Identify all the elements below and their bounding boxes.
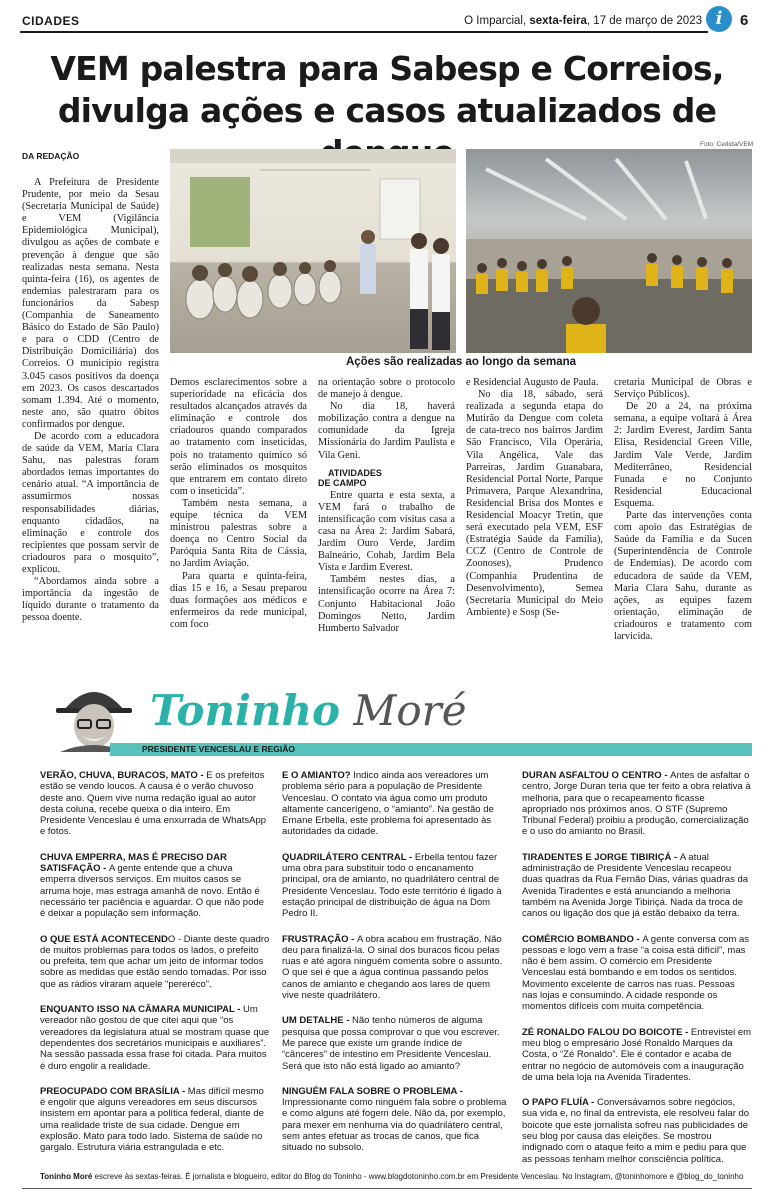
paragraph: Também nestes dias, a intensificação ocorre na Área 7: Conjunto Habitacional João Domingos Netto, Jardim Humberto Salvador xyxy=(318,574,455,634)
note-head: CHUVA EMPERRA, MAS É PRECISO DAR SATISFAÇÃO - xyxy=(40,851,227,875)
photo-warehouse-meeting xyxy=(466,149,752,353)
paragraph: No dia 18, sábado, será realizada a segunda etapa do Mutirão da Dengue com coleta de cata-treco nos bairros Jardim São Francisco, Vila Operária, Vila Angélica, Vale das Parreiras, Jardim Guanabara, Residencial Portal Norte, Parque Primavera, Parque Alexandrina, Residencial Brisa dos Montes e Residencial Moacyr Tretin, que será executado pela VEM, ESF (Estratégia Saúde da Família), CCZ (Centro de Controle de Zoonoses), Prudenco (Companhia Prudentina de Desenvolvimento), Semea (Secretaria Municipal do Meio Ambiente) e Sosp (Se- xyxy=(466,389,603,618)
note-item xyxy=(522,934,752,1013)
note-item xyxy=(40,852,270,920)
note-head: PREOCUPADO COM BRASÍLIA - xyxy=(40,1085,188,1097)
article-column-1 xyxy=(22,177,159,624)
photo-caption: Ações são realizadas ao longo da semana xyxy=(345,356,577,368)
note-text: Um vereador não gostou de que citei aqui que “os vereadores da legislatura atual se mostram quase que dependentes dos secretários municipais e auxiliares”. Na sessão passada essa frase foi citada. Para muitos é duro engolir a realidade. xyxy=(40,1004,270,1072)
note-head: O PAPO FLUÍA - xyxy=(522,1097,597,1109)
note-text: A gente entende que a chuva emperra diversos serviços. Em muitos casos se arruma hoje, mas estraga amanhã de novo. Então é necessário ter paciência e aguardar. O que não pode é deixar a população sem informação. xyxy=(40,863,264,920)
note-item xyxy=(40,1004,270,1072)
note-text: Mas difícil mesmo é engolir que alguns vereadores em seus discursos insistem em apontar para a política federal, diante de uma realidade triste de sua cidade. Dengue em explosão. Mato para todo lado. Sistema de saúde no gargalo. Estrutura viária estrangulada e etc. xyxy=(40,1085,264,1154)
note-head: FRUSTRAÇÃO - xyxy=(282,933,357,945)
paragraph: Entre quarta e esta sexta, a VEM fará o trabalho de intensificação com visitas casa a casa na Área 2: Jardim Sabará, Jardim Ouro Verde, Jardim Balneário, Cohab, Jardim Bela Vista e Jardim Everest. xyxy=(318,489,455,574)
note-head: UM DETALHE - xyxy=(282,1015,353,1027)
paragraph: Demos esclarecimentos sobre a superioridade na eficácia dos resultados alcançados através da eliminação e controle dos criadouros quando comparados ao tratamento com inseticidas, pois no tratamento químico só serão eliminados os mosquitos que entrarem em contato direto com o inseticida”. xyxy=(170,377,307,497)
note-item xyxy=(282,770,508,838)
subheading xyxy=(318,468,455,488)
note-text: E os prefeitos estão se vendo loucos. A causa é o verão chuvoso deste ano. Quem vive numa redação igual ao autor desta coluna, recebe queixa o dia inteiro. Em Presidente Venceslau é uma enxurrada de WhatsApp e fotos. xyxy=(40,770,267,838)
note-head: TIRADENTES E JORGE TIBIRIÇÁ - xyxy=(522,851,680,863)
note-item xyxy=(282,852,508,920)
footer-rule xyxy=(22,1188,752,1189)
note-head: NINGUÉM FALA SOBRE O PROBLEMA - xyxy=(282,1085,463,1097)
note-item xyxy=(522,1027,752,1083)
note-head: E O AMIANTO? xyxy=(282,770,354,781)
notes-column-3 xyxy=(522,770,752,1179)
paragraph: No dia 18, haverá mobilização contra a dengue na comunidade da Igreja Missionária do Jardim Paulista e Vila Geni. xyxy=(318,401,455,461)
note-item xyxy=(40,1086,270,1154)
note-text: Erbella tentou fazer uma obra para substituir todo o encanamento principal, ora de amianto, no quadrilátero central de Presidente Venceslau. Todo este território é ligado à estação principal de distribuição de água na Dom Pedro II. xyxy=(282,851,502,920)
newspaper-name: O Imparcial, xyxy=(464,15,527,27)
note-text: A atual administração de Presidente Venceslau recapeou duas quadras da Rua Fernão Dias, várias quadras da Avenida Tiradentes e está anunciando a melhoria também na Avenida Jorge Tibiriçá. Nada da troca de canos ou ligação dos que já estão debaixo da terra. xyxy=(522,851,749,920)
columnist-portrait-icon xyxy=(50,680,138,752)
note-text: A obra acabou em frustração. Não deu para finalizá-la. O sinal dos buracos ficou pelas ruas e até agora ninguém comenta sobre o assunto. O que sei é que a água continua passando pelos canos de amianto e chegando aos lares de quem vive neste quadrilátero. xyxy=(282,933,503,1002)
header-rule xyxy=(20,31,708,33)
note-item xyxy=(40,770,270,838)
note-head: ZÉ RONALDO FALOU DO BOICOTE - xyxy=(522,1026,691,1038)
date: , 17 de março de 2023 xyxy=(586,15,702,27)
paragraph: A Prefeitura de Presidente Prudente, por meio da Sesau (Secretaria Municipal de Saúde) e VEM (Vigilância Epidemiológica Municipal), divulgou as ações de combate e prevenção à dengue que são realizadas nesta semana. Nesta quinta-feira (16), os agentes de endemias palestraram para os funcionários da Sabesp (Companhia de Saneamento Básico do Estado de São Paulo) e para o CDD (Centro de Distribuição Domiciliária) dos Correios. O município registra 3.045 casos positivos da doença em 2023. Os casos descartados somam 1.394. Até o momento, neste ano, são quatro óbitos confirmados por dengue. xyxy=(22,177,159,430)
note-head: COMÉRCIO BOMBANDO - xyxy=(522,933,643,945)
note-item xyxy=(282,1015,508,1071)
note-text: Impressionante como ninguém fala sobre o problema e como alguns até fogem dele. Não dá, por exemplo, para mexer em nenhuma via do quadrilátero central, sem antes efetuar as trocas de canos, que fica situado no subsolo. xyxy=(282,1097,507,1154)
footer-name: Toninho Moré xyxy=(40,1172,93,1181)
column-subtitle: PRESIDENTE VENCESLAU E REGIÃO xyxy=(142,744,296,754)
note-text: Conversávamos sobre negócios, sua vida e, no final da entrevista, ele resolveu falar do boicote que este jornalista sofreu nas publicidades de seu blog por causa das eleições. Se mostrou indignado com o ataque feito a mim e pediu para que as pessoas tenham melhor consciência política. xyxy=(522,1097,750,1165)
note-text: Entrevistei em meu blog o empresário José Ronaldo Marques da Costa, o “Zé Ronaldo”. Ele é contador e acaba de entrar no negócio de automóveis com a inauguração de uma bela loja na Avenida Tiradentes. xyxy=(522,1026,752,1083)
note-text: Indico ainda aos vereadores um problema sério para a população de Presidente Venceslau. O contato via água como um produto altamente cancerígeno, o “amianto”. Na gestão de Ernane Erbella, este problema foi apresentado às autoridades da cidade. xyxy=(282,770,494,838)
paragraph: cretaria Municipal de Obras e Serviço Públicos). xyxy=(614,377,752,401)
footer-text: escreve às sextas-feiras. É jornalista e blogueiro, editor do Blog do Toninho - www.blogdotoninho.com.br em Presidente Venceslau. No Instagram, @toninhomore e @blog_do_toninho xyxy=(92,1172,744,1181)
paragraph: Também nesta semana, a equipe técnica da VEM ministrou palestras sobre a doença no Centro Social da Paróquia Santa Rita de Cássia, no Jardim Aviação. xyxy=(170,497,307,570)
page-number: 6 xyxy=(740,12,749,29)
note-item xyxy=(40,934,270,990)
note-text: Não tenho números de alguma pesquisa que possa comprovar o que vou escrever. Me parece que existe um grande índice de “cânceres” de intestino em Presidente Venceslau. Será que isto não está ligado ao amianto? xyxy=(282,1015,500,1072)
section-label: CIDADES xyxy=(22,14,80,28)
paragraph: Parte das intervenções conta com apoio das Estratégias de Saúde da Família e da Sucen (Superintendência de Controle de Endemias). De acordo com educadora de saúde da VEM, Maria Clara Sahu, durante as ações, as equipes fazem orientação, eliminação de criadouros e tratamento com larvicida. xyxy=(614,510,752,642)
note-item xyxy=(522,1097,752,1165)
dateline xyxy=(440,15,702,27)
note-head: DURAN ASFALTOU O CENTRO - xyxy=(522,770,671,781)
article-column-3 xyxy=(318,377,455,635)
note-text: O - Diante deste quadro de muitos problemas para todos os lados, o prefeito ou prefeita, tem que achar um jeito de informar todos sobre as medidas que estão sendo tomadas. Por isso que as rádios viraram aquele “pereréco”. xyxy=(40,933,270,990)
notes-column-1 xyxy=(40,770,270,1168)
notes-column-2 xyxy=(282,770,508,1168)
weekday: sexta-feira xyxy=(529,15,587,27)
note-item xyxy=(282,934,508,1002)
note-item xyxy=(282,1086,508,1154)
paragraph: De acordo com a educadora de saúde da VEM, Maria Clara Sahu, nas palestras foram abordados temas importantes do cenário atual. “A importância de assumirmos nossas responsabilidades diárias, enquanto cidadãos, na eliminação e controle dos recipientes que possam servir de criadouros para o mosquito”, explicou. xyxy=(22,430,159,575)
subheading-line-1: ATIVIDADES xyxy=(328,467,382,478)
note-item xyxy=(522,770,752,838)
subheading-line-2: DE CAMPO xyxy=(318,477,367,488)
article-column-4 xyxy=(466,377,603,619)
headline-line-2: divulga ações e casos atualizados de xyxy=(57,91,717,130)
newspaper-logo-icon: i xyxy=(706,6,732,32)
paragraph: na orientação sobre o protocolo de manejo à dengue. xyxy=(318,377,455,401)
paragraph: Para quarta e quinta-feira, dias 15 e 16, a Sesau preparou duas formações aos médicos e enfermeiros da rede municipal, com foco xyxy=(170,570,307,630)
paragraph: e Residencial Augusto de Paula. xyxy=(466,377,599,388)
column-footer xyxy=(40,1172,760,1181)
article-column-2 xyxy=(170,377,307,631)
paragraph: “Abordamos ainda sobre a importância da ingestão de líquido durante o tratamento da pessoa doente. xyxy=(22,576,159,624)
headline-line-1: VEM palestra para Sabesp e Correios, xyxy=(50,49,724,88)
column-title xyxy=(150,685,467,737)
photo-credit: Foto: Cedida/VEM xyxy=(700,141,754,148)
column-title-last: Moré xyxy=(340,686,467,735)
column-title-first: Toninho xyxy=(150,686,341,735)
photo-lecture-room xyxy=(170,149,456,353)
note-item xyxy=(522,852,752,920)
article-column-5 xyxy=(614,377,752,643)
note-text: A gente conversa com as pessoas e logo vem a frase “a coisa está difícil”, mas não é bem assim. O comércio em Presidente Venceslau está bombando e em todos os sentidos. Movimento excelente de carros nas ruas. Pessoas nas lojas e consumindo. A cidade responde os momentos difíceis com muita competência. xyxy=(522,933,749,1013)
note-head: VERÃO, CHUVA, BURACOS, MATO - xyxy=(40,770,207,781)
byline: DA REDAÇÃO xyxy=(22,151,80,161)
note-text: Antes de asfaltar o centro, Jorge Duran teria que ter feito a obra relativa à melhoria, para que o recapeamento ficasse apropriado nos próximos anos. O STF (Supremo Tribunal Federal) proibiu a produção, comercialização e o uso do amianto no Brasil. xyxy=(522,770,751,838)
note-head: O QUE ESTÁ ACONTECEND xyxy=(40,933,168,945)
paragraph: De 20 a 24, na próxima semana, a equipe voltará à Área 2: Jardim Everest, Jardim Santa Elisa, Residencial Green Ville, Jardim Vale Verde, Jardim Mediterrâneo, Residencial Funada e no Conjunto Residencial Educacional Esquema. xyxy=(614,401,752,509)
note-head: QUADRILÁTERO CENTRAL - xyxy=(282,851,415,863)
note-head: ENQUANTO ISSO NA CÂMARA MUNICIPAL - xyxy=(40,1004,244,1016)
